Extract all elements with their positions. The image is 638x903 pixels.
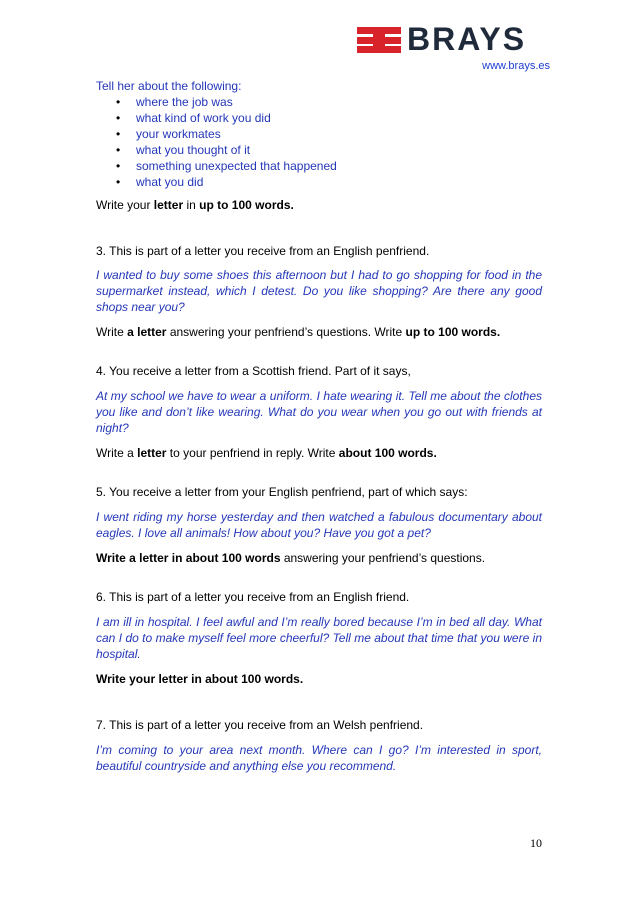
q4-prompt: 4. You receive a letter from a Scottish friend. Part of it says, bbox=[96, 364, 411, 378]
list-item: • what kind of work you did bbox=[136, 110, 542, 126]
q6-prompt: 6. This is part of a letter you receive from an English friend. bbox=[96, 590, 410, 604]
q7-quote: I’m coming to your area next month. Where can I go? I’m interested in sport, beautiful countryside and anything else you recommend. bbox=[96, 743, 542, 773]
website-url[interactable]: www.brays.es bbox=[482, 60, 550, 72]
list-item: • what you did bbox=[136, 174, 542, 190]
document-body bbox=[96, 78, 542, 774]
intro-lead: Tell her about the following: bbox=[96, 79, 242, 93]
q6-instruction: Write your letter in about 100 words. bbox=[96, 672, 304, 686]
q3-instruction: Write a letter answering your penfriend’s questions. Write up to 100 words. bbox=[96, 325, 501, 339]
q5-prompt: 5. You receive a letter from your English penfriend, part of which says: bbox=[96, 485, 468, 499]
intro-instruction: Write your letter in up to 100 words. bbox=[96, 198, 294, 212]
list-item: • your workmates bbox=[136, 126, 542, 142]
q6-quote: I am ill in hospital. I feel awful and I’m really bored because I’m in bed all day. What can I do to make myself feel more cheerful? Tell me about that time that you were in hospital. bbox=[96, 615, 542, 661]
q5-instruction: Write a letter in about 100 words answering your penfriend’s questions. bbox=[96, 551, 486, 565]
q3-prompt: 3. This is part of a letter you receive from an English penfriend. bbox=[96, 244, 430, 258]
q4-instruction: Write a letter to your penfriend in reply. Write about 100 words. bbox=[96, 446, 437, 460]
q3-quote: I wanted to buy some shoes this afternoon but I had to go shopping for food in the supermarket instead, which I detest. Do you like shopping? Are there any good shops near you? bbox=[96, 268, 542, 314]
list-item: • something unexpected that happened bbox=[136, 158, 542, 174]
q7-prompt: 7. This is part of a letter you receive from an Welsh penfriend. bbox=[96, 718, 424, 732]
q4-quote: At my school we have to wear a uniform. I hate wearing it. Tell me about the clothes you like and don’t like wearing. What do you wear when you go out with friends at night? bbox=[96, 389, 542, 435]
list-item: • what you thought of it bbox=[136, 142, 542, 158]
brays-logo bbox=[357, 21, 562, 57]
cross-flag-icon bbox=[357, 27, 401, 53]
list-item: • where the job was bbox=[136, 94, 542, 110]
page-number: 10 bbox=[530, 836, 542, 850]
q5-quote: I went riding my horse yesterday and then watched a fabulous documentary about eagles. I love all animals! How about you? Have you got a pet? bbox=[96, 510, 542, 540]
logo-wordmark: BRAYS bbox=[407, 21, 527, 57]
intro-bullet-list bbox=[96, 94, 542, 190]
